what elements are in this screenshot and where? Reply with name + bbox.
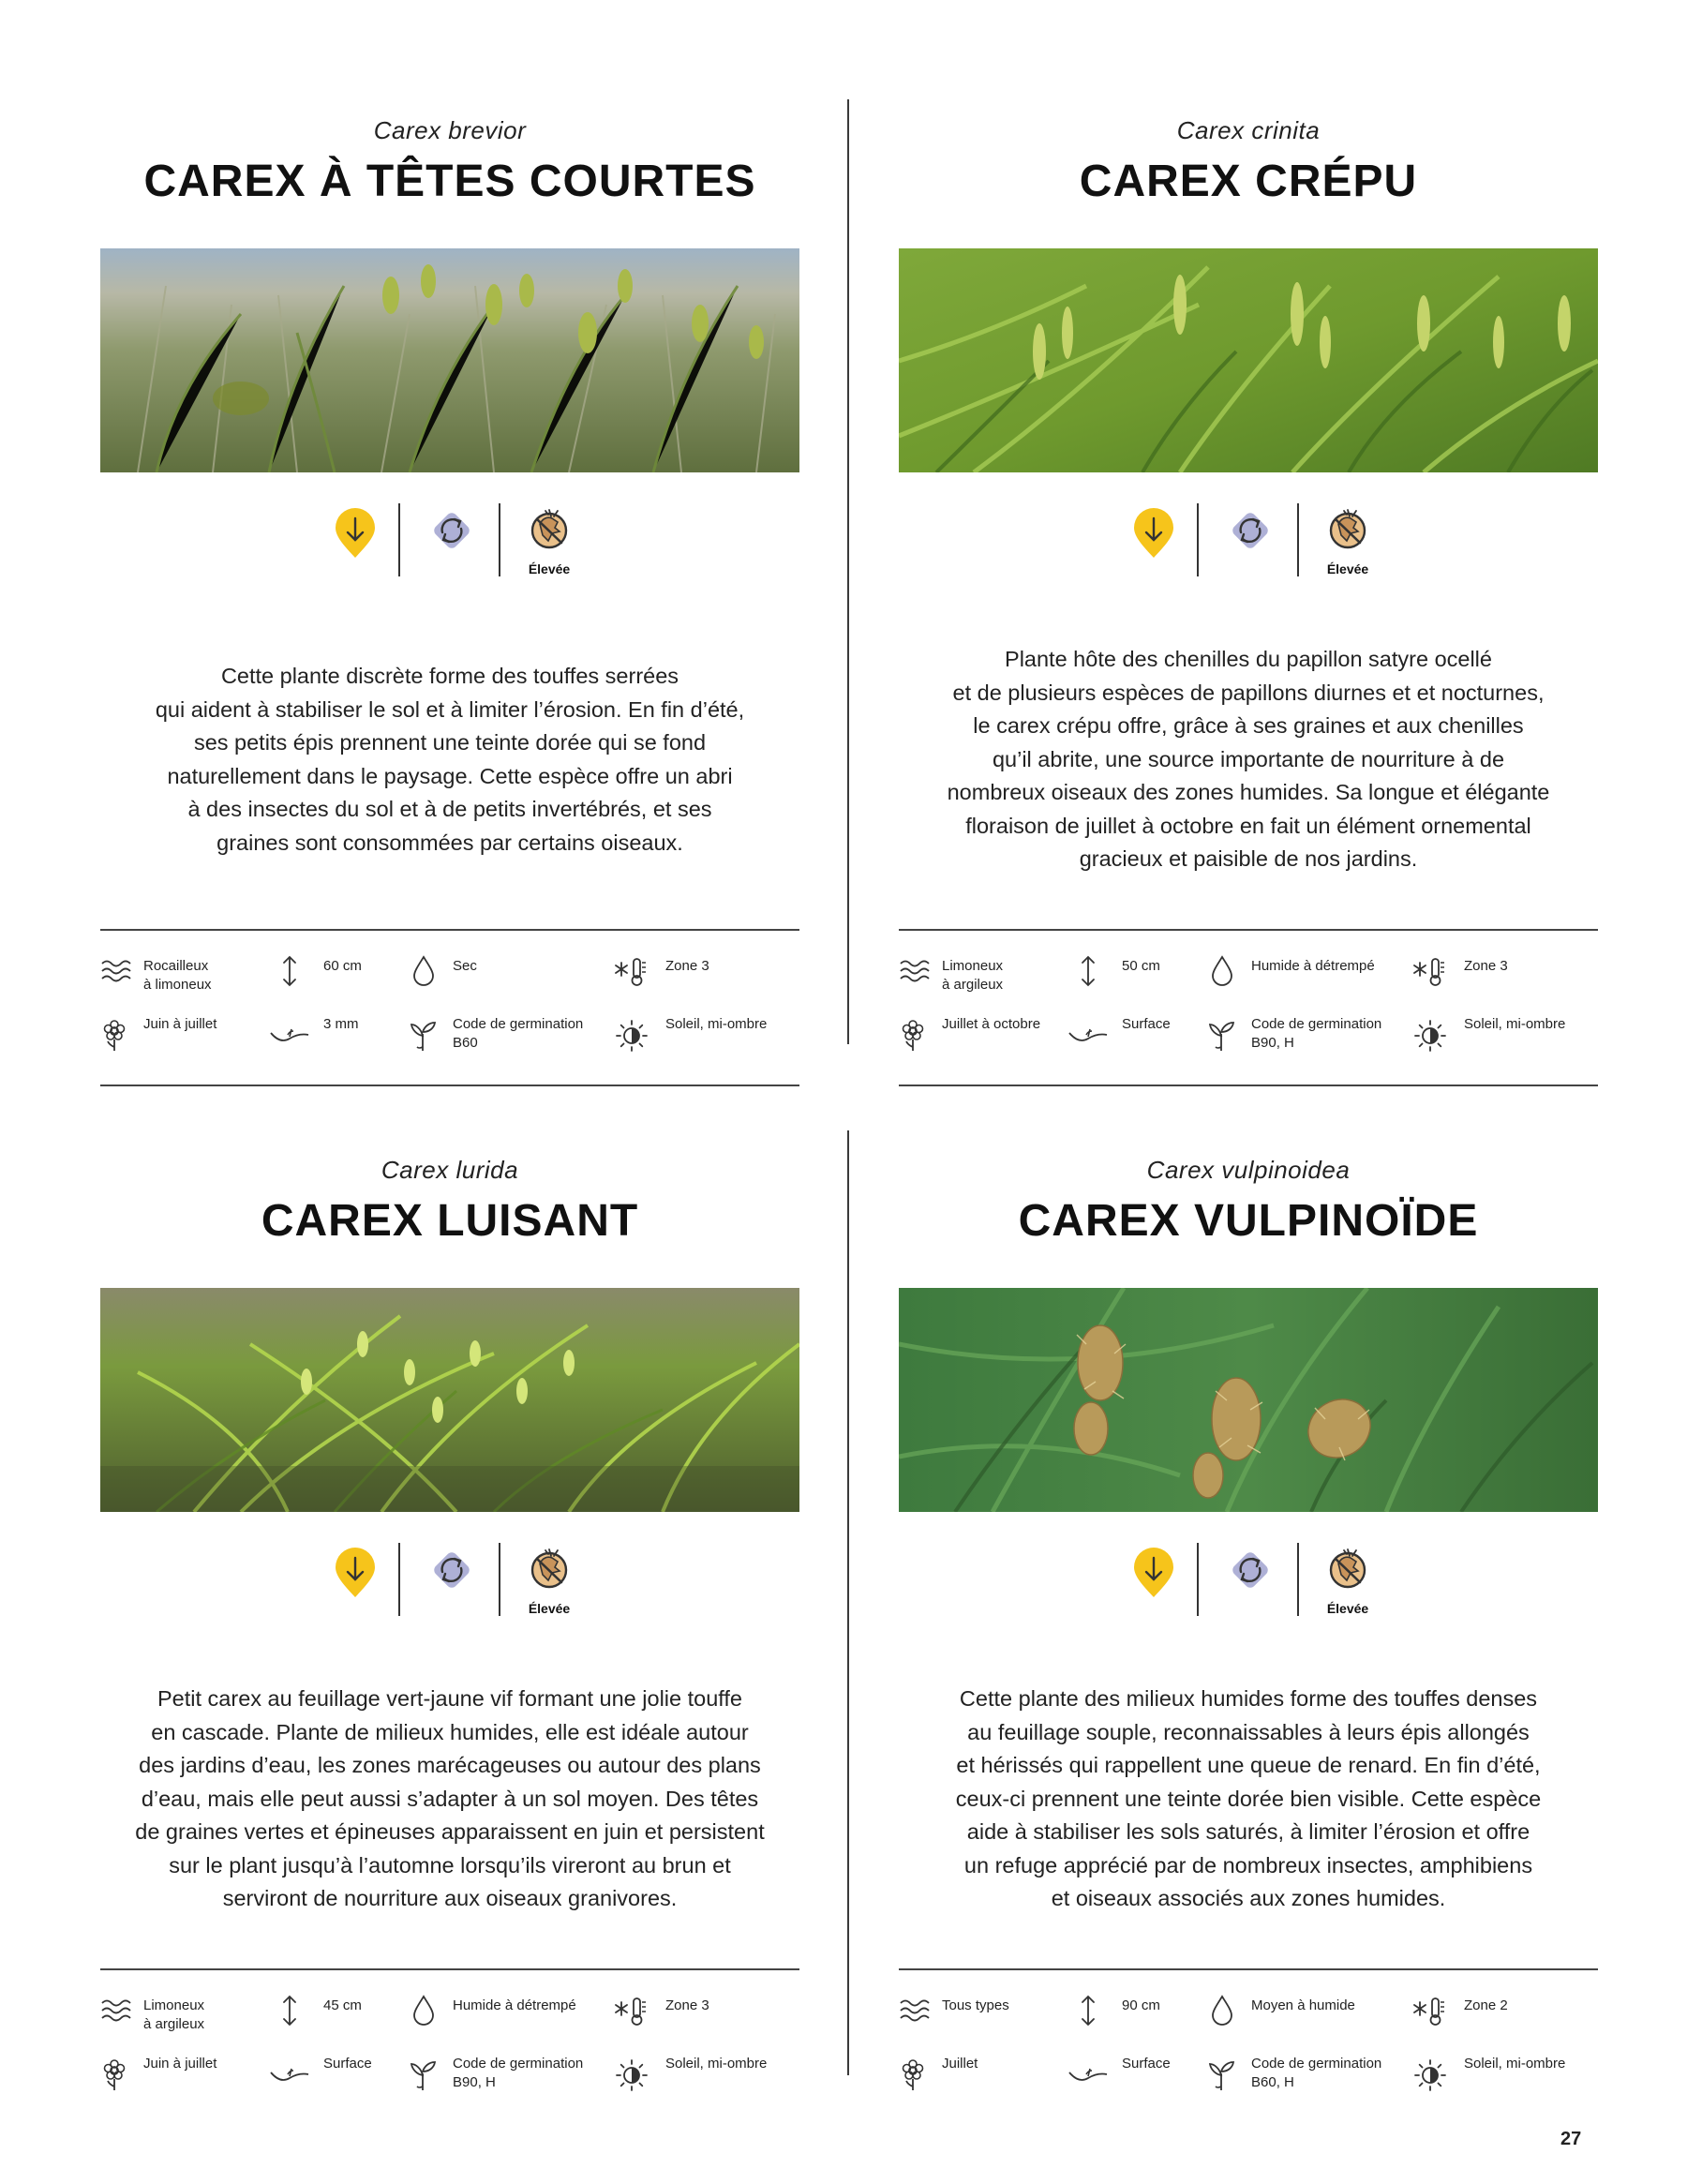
height-icon xyxy=(280,1995,299,2027)
moisture: Sec xyxy=(453,958,477,974)
column-divider xyxy=(847,99,849,1044)
soil-type: Limoneux à argileux xyxy=(143,1997,205,2032)
deer-resistance-label: Élevée xyxy=(1326,561,1369,576)
plant-card-carex-crinita xyxy=(899,116,1598,1124)
hardiness-zone: Zone 3 xyxy=(665,958,709,974)
page-number: 27 xyxy=(1560,2129,1582,2149)
moisture-icon xyxy=(1210,1995,1234,2027)
bloom-period: Juin à juillet xyxy=(143,1016,217,1032)
bloom-period: Juin à juillet xyxy=(143,2056,217,2072)
deer-resistant-icon xyxy=(526,505,573,557)
sun-exposure: Soleil, mi-ombre xyxy=(665,2056,768,2072)
description-line: qui aident à stabiliser le sol et à limiter l’érosion. En fin d’été, xyxy=(155,696,745,722)
soil-type: Tous types xyxy=(942,1997,1009,2013)
germination-code: Code de germination B90, H xyxy=(1251,1016,1382,1051)
plant-title: CAREX CRÉPU xyxy=(1079,157,1418,206)
deer-resistant-icon xyxy=(1324,1545,1371,1596)
sun-exposure: Soleil, mi-ombre xyxy=(1464,2056,1566,2072)
soil-icon xyxy=(899,1996,931,2024)
pin-icon xyxy=(332,1547,379,1604)
cycle-icon xyxy=(428,1547,475,1598)
pin-icon xyxy=(1130,507,1177,564)
description-line: ses petits épis prennent une teinte dorée qui se fond xyxy=(193,730,707,755)
description-line: et hérissés qui rappellent une queue de renard. En fin d’été, xyxy=(956,1753,1541,1777)
moisture: Moyen à humide xyxy=(1251,1997,1355,2013)
sun-icon xyxy=(615,2058,649,2092)
description-line: qu’il abrite, une source importante de nourriture à de xyxy=(992,746,1505,771)
soil-icon xyxy=(100,1996,132,2024)
deer-resistance-label: Élevée xyxy=(528,1601,571,1616)
hardiness-zone-icon xyxy=(614,955,648,987)
attribute-icons xyxy=(100,503,799,578)
specs-top-rule xyxy=(899,1968,1598,1970)
icon-separator xyxy=(499,503,500,576)
description-line: de graines vertes et épineuses apparaissent en juin et persistent xyxy=(135,1819,765,1844)
description-line: et oiseaux associés aux zones humides. xyxy=(1051,1886,1446,1910)
sun-exposure: Soleil, mi-ombre xyxy=(665,1016,768,1032)
description-line: Plante hôte des chenilles du papillon satyre ocellé xyxy=(1005,647,1492,671)
plant-height: 50 cm xyxy=(1122,958,1160,974)
plant-card-carex-vulpinoidea xyxy=(899,1156,1598,2163)
plant-description xyxy=(899,643,1598,876)
plant-photo xyxy=(100,1288,799,1512)
germination-code: Code de germination B90, H xyxy=(453,2056,584,2090)
plant-photo xyxy=(899,1288,1598,1512)
height-icon xyxy=(1079,1995,1097,2027)
sprout-icon xyxy=(410,2058,438,2092)
plant-photo xyxy=(100,248,799,472)
cycle-icon xyxy=(1227,507,1274,559)
height-icon xyxy=(1079,955,1097,987)
description-line: aide à stabiliser les sols saturés, à limiter l’érosion et offre xyxy=(966,1819,1530,1844)
soil-icon xyxy=(100,956,132,984)
description-line: naturellement dans le paysage. Cette espèce offre un abri xyxy=(167,763,733,788)
description-line: sur le plant jusqu’à l’automne lorsqu’ils vireront au brun et xyxy=(169,1852,731,1877)
moisture-icon xyxy=(1210,955,1234,987)
moisture-icon xyxy=(411,955,436,987)
section-rule xyxy=(100,1085,799,1086)
description-line: nombreux oiseaux des zones humides. Sa longue et élégante xyxy=(947,780,1550,804)
seed-depth: 3 mm xyxy=(323,1016,359,1032)
seed-depth: Surface xyxy=(1122,1016,1171,1032)
specs-top-rule xyxy=(100,929,799,931)
description-line: en cascade. Plante de milieux humides, elle est idéale autour xyxy=(151,1719,749,1744)
sun-exposure: Soleil, mi-ombre xyxy=(1464,1016,1566,1032)
description-line: à des insectes du sol et à de petits invertébrés, et ses xyxy=(187,797,712,821)
sun-icon xyxy=(1413,1019,1447,1053)
specs-bottom-rule xyxy=(899,1085,1598,1086)
latin-name: Carex vulpinoidea xyxy=(1146,1156,1351,1184)
hardiness-zone-icon xyxy=(1412,1995,1446,2027)
attribute-icons xyxy=(899,1543,1598,1618)
plant-description xyxy=(899,1683,1598,1916)
specs-top-rule xyxy=(100,1968,799,1970)
plant-card-carex-brevior xyxy=(100,116,799,1124)
description-line: Cette plante des milieux humides forme des touffes denses xyxy=(959,1686,1538,1711)
description-line: au feuillage souple, reconnaissables à leurs épis allongés xyxy=(967,1719,1530,1744)
deer-resistance-label: Élevée xyxy=(528,561,571,576)
description-line: Petit carex au feuillage vert-jaune vif formant une jolie touffe xyxy=(157,1686,742,1711)
seed-depth: Surface xyxy=(1122,2056,1171,2072)
sun-icon xyxy=(1413,2058,1447,2092)
description-line: Cette plante discrète forme des touffes serrées xyxy=(220,664,679,688)
deer-resistant-icon xyxy=(526,1545,573,1596)
pin-icon xyxy=(1130,1547,1177,1604)
description-line: ceux-ci prennent une teinte dorée bien visible. Cette espèce xyxy=(955,1786,1542,1811)
germination-code: Code de germination B60, H xyxy=(1251,2056,1382,2090)
description-line: des jardins d’eau, les zones marécageuses ou autour des plans xyxy=(139,1753,761,1777)
flower-icon xyxy=(899,2058,927,2092)
sprout-icon xyxy=(410,1019,438,1053)
icon-separator xyxy=(1297,1543,1299,1616)
description-line: graines sont consommées par certains oiseaux. xyxy=(216,830,683,855)
plant-title: CAREX LUISANT xyxy=(261,1196,639,1246)
attribute-icons xyxy=(100,1543,799,1618)
bloom-period: Juillet xyxy=(942,2056,978,2072)
latin-name: Carex brevior xyxy=(373,116,527,144)
plant-photo xyxy=(899,248,1598,472)
hardiness-zone: Zone 3 xyxy=(665,1997,709,2013)
hardiness-zone: Zone 3 xyxy=(1464,958,1508,974)
plant-description xyxy=(100,660,799,860)
description-line: gracieux et paisible de nos jardins. xyxy=(1079,846,1418,871)
hardiness-zone-icon xyxy=(1412,955,1446,987)
icon-separator xyxy=(398,1543,400,1616)
cycle-icon xyxy=(1227,1547,1274,1598)
icon-separator xyxy=(499,1543,500,1616)
moisture: Humide à détrempé xyxy=(1251,958,1375,974)
bloom-period: Juillet à octobre xyxy=(942,1016,1041,1032)
deer-resistant-icon xyxy=(1324,505,1371,557)
plant-height: 45 cm xyxy=(323,1997,362,2013)
latin-name: Carex lurida xyxy=(381,1156,519,1184)
sun-icon xyxy=(615,1019,649,1053)
flower-icon xyxy=(100,2058,128,2092)
flower-icon xyxy=(100,1019,128,1053)
seed-depth-icon xyxy=(1067,1025,1109,1048)
seed-depth-icon xyxy=(269,1025,310,1048)
soil-icon xyxy=(899,956,931,984)
plant-height: 60 cm xyxy=(323,958,362,974)
plant-card-carex-lurida xyxy=(100,1156,799,2163)
pin-icon xyxy=(332,507,379,564)
icon-separator xyxy=(398,503,400,576)
attribute-icons xyxy=(899,503,1598,578)
height-icon xyxy=(280,955,299,987)
plant-description xyxy=(100,1683,799,1916)
description-line: floraison de juillet à octobre en fait un élément ornemental xyxy=(965,813,1531,838)
column-divider xyxy=(847,1130,849,2075)
hardiness-zone: Zone 2 xyxy=(1464,1997,1508,2013)
plant-title: CAREX VULPINOÏDE xyxy=(1018,1196,1479,1246)
latin-name: Carex crinita xyxy=(1176,116,1321,144)
hardiness-zone-icon xyxy=(614,1995,648,2027)
seed-depth-icon xyxy=(1067,2065,1109,2087)
description-line: le carex crépu offre, grâce à ses graines et aux chenilles xyxy=(973,713,1524,738)
seed-depth: Surface xyxy=(323,2056,372,2072)
soil-type: Rocailleux à limoneux xyxy=(143,958,212,993)
plant-title: CAREX À TÊTES COURTES xyxy=(143,157,756,206)
sprout-icon xyxy=(1208,1019,1236,1053)
plant-height: 90 cm xyxy=(1122,1997,1160,2013)
soil-type: Limoneux à argileux xyxy=(942,958,1004,993)
moisture-icon xyxy=(411,1995,436,2027)
description-line: d’eau, mais elle peut aussi s’adapter à un sol moyen. Des têtes xyxy=(141,1786,759,1811)
cycle-icon xyxy=(428,507,475,559)
specs-top-rule xyxy=(899,929,1598,931)
description-line: serviront de nourriture aux oiseaux granivores. xyxy=(222,1886,678,1910)
seed-depth-icon xyxy=(269,2065,310,2087)
icon-separator xyxy=(1297,503,1299,576)
icon-separator xyxy=(1197,503,1199,576)
icon-separator xyxy=(1197,1543,1199,1616)
description-line: et de plusieurs espèces de papillons diurnes et et nocturnes, xyxy=(952,680,1545,705)
flower-icon xyxy=(899,1019,927,1053)
description-line: un refuge apprécié par de nombreux insectes, amphibiens xyxy=(963,1852,1533,1877)
moisture: Humide à détrempé xyxy=(453,1997,576,2013)
deer-resistance-label: Élevée xyxy=(1326,1601,1369,1616)
sprout-icon xyxy=(1208,2058,1236,2092)
germination-code: Code de germination B60 xyxy=(453,1016,584,1051)
